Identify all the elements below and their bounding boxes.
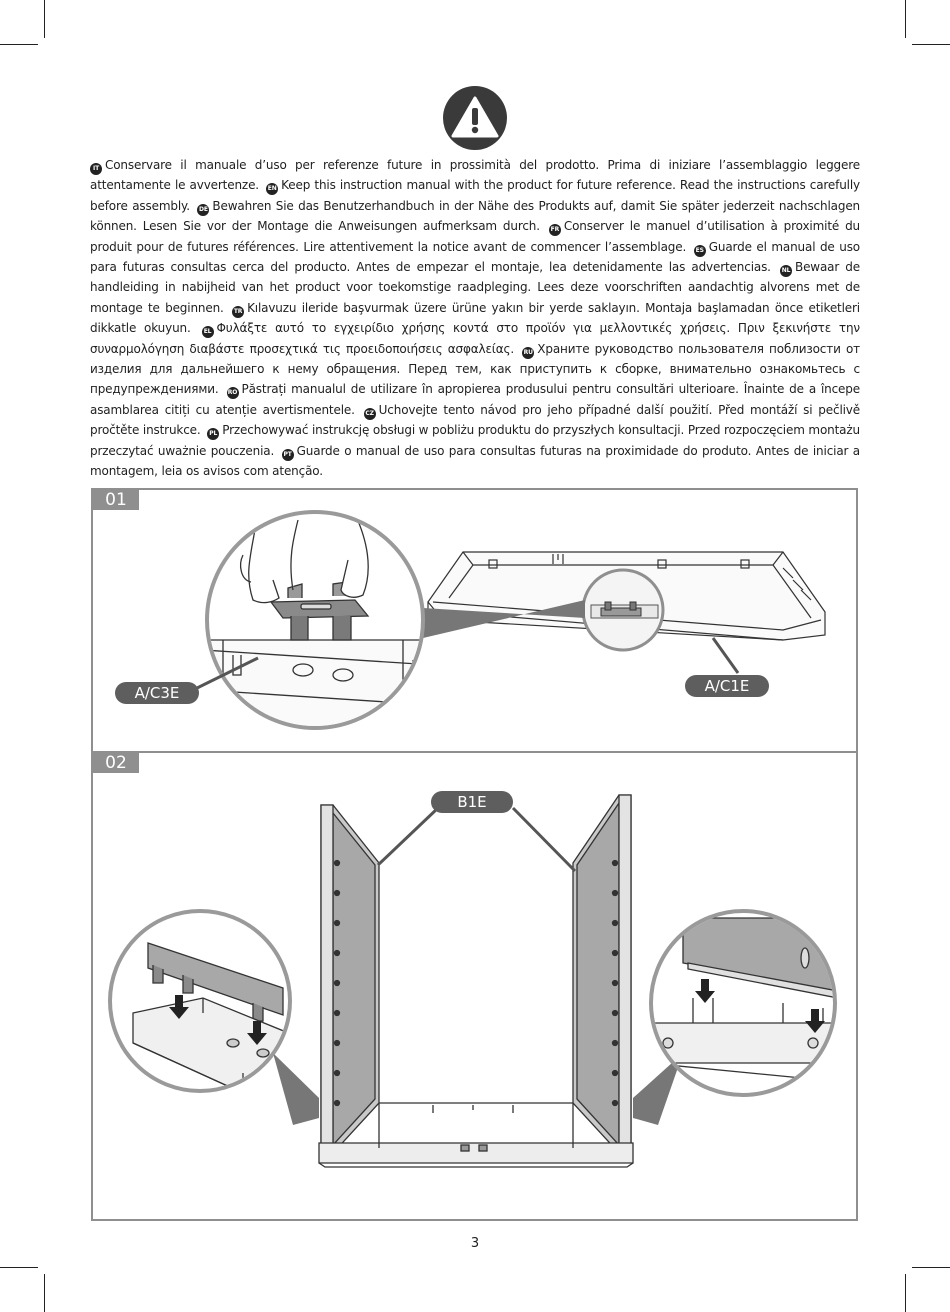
- language-badge: DE: [197, 204, 209, 216]
- instruction-it: IT Conservare il manuale d’uso per referenze future in prossimità del prodotto. Prima di iniziare l’assemblaggio leggere attentamente le avvertenze.: [90, 158, 860, 193]
- step-number: 02: [93, 753, 139, 773]
- page-number: 3: [470, 1236, 480, 1251]
- language-badge: EN: [266, 183, 278, 195]
- crop-mark: [0, 44, 38, 45]
- crop-mark: [912, 1267, 950, 1268]
- instruction-pl: PL Przechowywać instrukcję obsługi w pobliżu produktu do przyszłych konsultacji. Przed rozpoczęciem montażu przeczytać uważnie pouczenia.: [90, 423, 860, 458]
- crop-mark: [44, 1274, 45, 1312]
- step-02-illustration: [93, 753, 858, 1221]
- instruction-tr: TR Kılavuzu ileride başvurmak üzere ürüne yakın bir yerde saklayın. Montaja başlamadan önce etiketleri dikkatle okuyun.: [90, 300, 860, 336]
- instruction-fr: FR Conserver le manuel d’utilisation à proximité du produit pour de futures références. Lire attentivement la notice avant de commencer l’assemblage.: [90, 219, 860, 254]
- instruction-ro: RO Păstrați manualul de utilizare în apropierea produsului pentru consultări ulterioare. Înainte de a începe asamblarea citiți cu atenție avertismentele.: [90, 382, 860, 417]
- part-label-b1e: B1E: [431, 791, 513, 813]
- instruction-ru: RU Храните руководство пользователя поблизости от изделия для дальнейшего к нему обращения. Перед тем, как приступить к сборке, внимательно ознакомьтесь с предупреждениями.: [90, 341, 860, 397]
- crop-mark: [905, 1274, 906, 1312]
- instruction-en: EN Keep this instruction manual with the product for future reference. Read the instructions carefully before assembly.: [90, 178, 860, 213]
- step-02-panel: [91, 751, 858, 1221]
- crop-mark: [905, 0, 906, 38]
- instruction-nl: NL Bewaar de handleiding in nabijheid van het product voor toekomstige raadpleging. Lees deze voorschriften aandachtig alvorens met de montage te beginnen.: [90, 260, 860, 315]
- right-wall-panel-illustration: [573, 795, 631, 1153]
- multilingual-instructions: [90, 155, 860, 482]
- left-wall-panel-illustration: [321, 805, 379, 1153]
- instruction-de: DE Bewahren Sie das Benutzerhandbuch in der Nähe des Produkts auf, damit Sie später jederzeit nachschlagen können. Lesen Sie vor der Montage die Anweisungen aufmerksam durch.: [90, 198, 861, 234]
- step-01-illustration: [93, 490, 858, 753]
- language-badge: CZ: [364, 408, 376, 420]
- right-detail-circle: [648, 911, 853, 1095]
- part-label-a-c3e: A/C3E: [115, 682, 199, 704]
- crop-mark: [912, 44, 950, 45]
- language-badge: EL: [202, 326, 214, 338]
- instruction-cz: CZ Uchovejte tento návod pro jeho případné další použití. Před montáží si pečlivě pročtěte instrukce.: [90, 402, 860, 438]
- warning-triangle-icon: [443, 86, 507, 150]
- language-badge: IT: [90, 163, 102, 175]
- crop-mark: [0, 1267, 38, 1268]
- language-badge: PL: [207, 428, 219, 440]
- step-01-panel: [91, 488, 858, 753]
- part-label-a-c1e: A/C1E: [685, 675, 769, 697]
- language-badge: PT: [282, 449, 294, 461]
- language-badge: TR: [232, 306, 244, 318]
- language-badge: RU: [522, 347, 534, 359]
- instruction-pt: PT Guarde o manual de uso para consultas futuras na proximidade do produto. Antes de iniciar a montagem, leia os avisos com atenção.: [90, 443, 861, 479]
- clip-detail-circle: [203, 510, 433, 730]
- instruction-es: ES Guarde el manual de uso para futuras consultas cerca del producto. Antes de empezar el montaje, lea detenidamente las advertencias.: [90, 239, 860, 275]
- language-badge: RO: [227, 387, 239, 399]
- language-badge: ES: [694, 245, 706, 257]
- language-badge: FR: [549, 224, 561, 236]
- language-badge: NL: [780, 265, 792, 277]
- detail-magnifier: [583, 570, 663, 650]
- instruction-el: EL Φυλάξτε αυτό το εγχειρίδιο χρήσης κοντά στο προϊόν για μελλοντικές χρήσεις. Πριν ξεκινήστε την συναρμολόγηση διαβάστε προσεχτικά τις προειδοποιήσεις ασφαλείας.: [90, 321, 860, 356]
- crop-mark: [44, 0, 45, 38]
- step-number: 01: [93, 490, 139, 510]
